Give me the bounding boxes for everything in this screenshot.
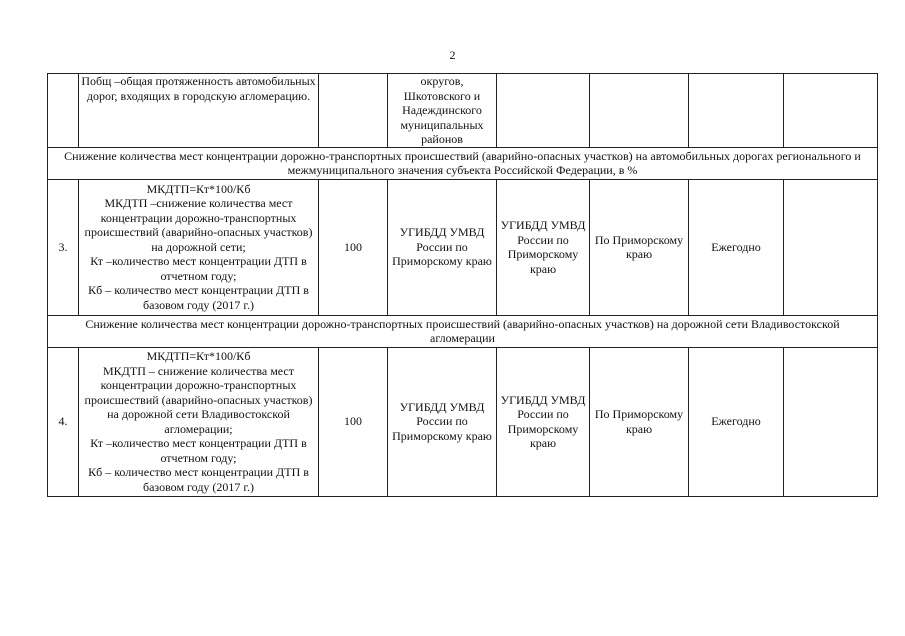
- formula-line: МКДТП=Кт*100/Кб: [146, 181, 251, 196]
- cell-period: Ежегодно: [689, 347, 784, 496]
- indicators-table: [47, 73, 878, 497]
- cell-responsible: УГИБДД УМВД России по Приморскому краю: [497, 179, 590, 315]
- cell-territory: По Приморскому краю: [590, 347, 689, 496]
- table-row-4: [48, 347, 878, 496]
- formula-line: МКДТП=Кт*100/Кб: [146, 349, 251, 363]
- cell-base: 100: [319, 179, 388, 315]
- formula-line: МКДТП – снижение количества мест концентрации дорожно-транспортных происшествий (аварийно-опасных участков) на дорожной сети Владивостокской агломерации;: [84, 363, 313, 436]
- cell-c8: [784, 74, 878, 148]
- cell-base: 100: [319, 347, 388, 496]
- cell-formula: [79, 347, 319, 496]
- cell-number: [48, 74, 79, 148]
- cell-territory: По Приморскому краю: [590, 179, 689, 315]
- cell-base: [319, 74, 388, 148]
- formula-line: МКДТП –снижение количества мест концентрации дорожно-транспортных происшествий (аварийно-опасных участков) на дорожной сети;: [84, 196, 313, 254]
- cell-source: УГИБДД УМВД России по Приморскому краю: [388, 347, 497, 496]
- cell-c7: [689, 74, 784, 148]
- cell-formula: Побщ –общая протяженность автомобильных дорог, входящих в городскую агломерацию.: [79, 74, 319, 148]
- cell-last: [784, 179, 878, 315]
- page-number: 2: [449, 48, 456, 62]
- section-header-row: [48, 315, 878, 347]
- cell-responsible: УГИБДД УМВД России по Приморскому краю: [497, 347, 590, 496]
- cell-number: 4.: [48, 347, 79, 496]
- cell-period: Ежегодно: [689, 179, 784, 315]
- cell-c5: [497, 74, 590, 148]
- table-row-continued: [48, 74, 878, 148]
- formula-line: Кт –количество мест концентрации ДТП в отчетном году;: [90, 254, 307, 283]
- section-header-row: [48, 147, 878, 179]
- formula-line: Кт –количество мест концентрации ДТП в отчетном году;: [90, 436, 307, 465]
- formula-line: Кб – количество мест концентрации ДТП в базовом году (2017 г.): [88, 283, 309, 312]
- cell-c6: [590, 74, 689, 148]
- cell-number: 3.: [48, 179, 79, 315]
- formula-line: Кб – количество мест концентрации ДТП в базовом году (2017 г.): [88, 465, 309, 494]
- table-row-3: [48, 179, 878, 315]
- section-header-regional: Снижение количества мест концентрации дорожно-транспортных происшествий (аварийно-опасных участков) на автомобильных дорогах регионального и межмуниципального значения субъекта Российской Федерации, в %: [48, 147, 878, 179]
- cell-source: УГИБДД УМВД России по Приморскому краю: [388, 179, 497, 315]
- cell-formula: [79, 179, 319, 315]
- cell-last: [784, 347, 878, 496]
- section-header-agglomeration: Снижение количества мест концентрации дорожно-транспортных происшествий (аварийно-опасных участков) на дорожной сети Владивостокской агломерации: [48, 315, 878, 347]
- cell-source: округов, Шкотовского и Надеждинского муниципальных районов: [388, 74, 497, 148]
